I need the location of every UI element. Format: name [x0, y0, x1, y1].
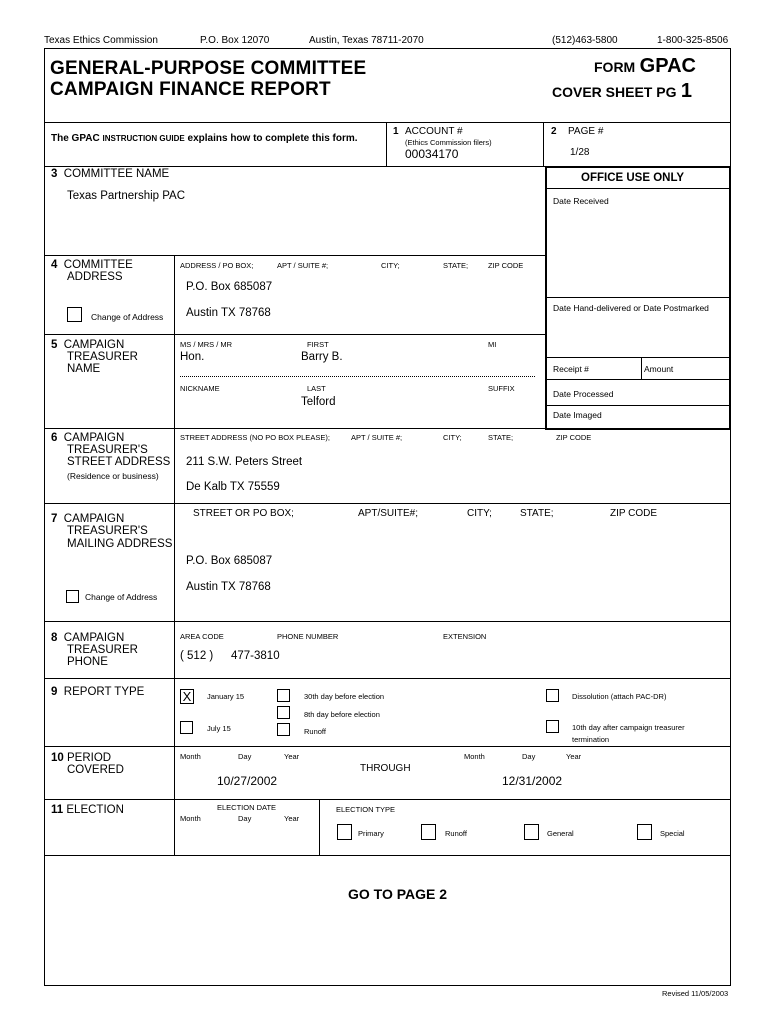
committee-change-of-address-checkbox[interactable] [67, 307, 82, 322]
report-type-10thday-checkbox[interactable] [546, 720, 559, 733]
hdr-state: STATE; [443, 261, 469, 270]
hdr-mi: MI [488, 340, 497, 349]
election-type-hdr: ELECTION TYPE [336, 805, 396, 814]
period-to-year-hdr: Year [566, 752, 582, 761]
election-date-hdr: ELECTION DATE [217, 803, 277, 812]
report-type-30day-checkbox[interactable] [277, 689, 290, 702]
report-type-runoff-label: Runoff [304, 727, 326, 736]
hdr-title: MS / MRS / MR [180, 340, 233, 349]
report-type-dissolution-label: Dissolution (attach PAC-DR) [572, 692, 667, 701]
receipt-number-label: Receipt # [553, 364, 589, 374]
report-type-jul15-checkbox[interactable] [180, 721, 193, 734]
hdr-apt: APT / SUITE #; [277, 261, 329, 270]
date-imaged-label: Date Imaged [553, 410, 602, 420]
treasurer-change-of-address-checkbox[interactable] [66, 590, 79, 603]
hdr-suffix: SUFFIX [488, 384, 515, 393]
agency-city: Austin, Texas 78711-2070 [309, 35, 424, 46]
page-number-value[interactable]: 1/28 [570, 147, 590, 158]
election-day-hdr: Day [238, 814, 252, 823]
report-type-jan15-checkbox[interactable]: X [180, 689, 194, 704]
committee-change-of-address-label: Change of Address [91, 312, 164, 322]
committee-address-label2: ADDRESS [67, 271, 123, 283]
phone-number-value[interactable]: 477-3810 [231, 650, 280, 662]
cover-sheet-label: COVER SHEET PG 1 [552, 80, 693, 102]
treasurer-street-line1[interactable]: 211 S.W. Peters Street [186, 456, 303, 468]
election-month-hdr: Month [180, 814, 201, 823]
committee-name-value[interactable]: Texas Partnership PAC [67, 190, 186, 202]
report-type-10thday-label: 10th day after campaign treasurer [572, 723, 685, 732]
period-covered-label: 10 PERIOD [51, 752, 112, 764]
hdr-state6: STATE; [488, 433, 514, 442]
treasurer-name-label2: TREASURER [67, 351, 138, 363]
hdr-extension: EXTENSION [443, 632, 487, 641]
hdr-city: CITY; [381, 261, 400, 270]
treasurer-street-label: 6 CAMPAIGN [51, 432, 125, 444]
election-primary-label: Primary [358, 829, 384, 838]
report-type-30day-label: 30th day before election [304, 692, 385, 701]
period-through-label: THROUGH [360, 763, 411, 774]
treasurer-street-label2: TREASURER'S [67, 444, 148, 456]
election-special-checkbox[interactable] [637, 824, 652, 840]
period-to-value[interactable]: 12/31/2002 [502, 774, 563, 788]
revised-date: Revised 11/05/2003 [662, 989, 729, 998]
hdr-zip7: ZIP CODE [610, 508, 658, 519]
election-special-label: Special [660, 829, 685, 838]
hdr-street: STREET ADDRESS (NO PO BOX PLEASE); [180, 433, 330, 442]
period-from-year-hdr: Year [284, 752, 300, 761]
hdr-state7: STATE; [520, 508, 554, 519]
committee-name-label: 3 COMMITTEE NAME [51, 168, 170, 180]
treasurer-phone-label3: PHONE [67, 656, 108, 668]
treasurer-street-label3: STREET ADDRESS [67, 456, 171, 468]
page-number-label: PAGE # [568, 126, 604, 137]
hdr-phone-number: PHONE NUMBER [277, 632, 339, 641]
treasurer-name-label3: NAME [67, 363, 101, 375]
period-to-month-hdr: Month [464, 752, 485, 761]
agency-po-box: P.O. Box 12070 [200, 35, 270, 46]
hdr-first: FIRST [307, 340, 329, 349]
agency-phone: (512)463-5800 [552, 35, 618, 46]
period-to-day-hdr: Day [522, 752, 536, 761]
treasurer-first-value[interactable]: Barry B. [301, 351, 343, 363]
election-runoff-checkbox[interactable] [421, 824, 436, 840]
report-type-jan15-label: January 15 [207, 692, 245, 701]
report-type-jul15-label: July 15 [207, 724, 231, 733]
page-number-num: 2 [551, 126, 557, 137]
treasurer-phone-label: 8 CAMPAIGN [51, 632, 125, 644]
instruction-text: The GPAC INSTRUCTION GUIDE explains how to complete this form. [51, 133, 358, 144]
treasurer-title-value[interactable]: Hon. [180, 351, 205, 363]
agency-name: Texas Ethics Commission [44, 35, 158, 46]
period-from-month-hdr: Month [180, 752, 201, 761]
account-number-label: 1 [393, 126, 399, 137]
account-number-value[interactable]: 00034170 [405, 147, 459, 161]
committee-address-label: 4 COMMITTEE [51, 259, 133, 271]
treasurer-mailing-label2: TREASURER'S [67, 525, 148, 537]
hdr-apt6: APT / SUITE #; [351, 433, 403, 442]
election-general-label: General [547, 829, 574, 838]
hdr-zip: ZIP CODE [488, 261, 524, 270]
office-use-title: OFFICE USE ONLY [581, 172, 685, 184]
go-to-page-2: GO TO PAGE 2 [348, 886, 448, 902]
date-hand-delivered-label: Date Hand-delivered or Date Postmarked [553, 303, 709, 313]
election-runoff-label: Runoff [445, 829, 467, 838]
treasurer-street-note: (Residence or business) [67, 471, 159, 481]
committee-address-line1[interactable]: P.O. Box 685087 [186, 281, 273, 293]
report-type-runoff-checkbox[interactable] [277, 723, 290, 736]
hdr-nickname: NICKNAME [180, 384, 220, 393]
phone-area-value[interactable]: ( 512 ) [180, 650, 214, 662]
treasurer-mailing-label3: MAILING ADDRESS [67, 538, 173, 550]
report-type-label: 9 REPORT TYPE [51, 686, 145, 698]
date-processed-label: Date Processed [553, 389, 614, 399]
hdr-street7: STREET OR PO BOX; [193, 508, 294, 519]
hdr-address: ADDRESS / PO BOX; [180, 261, 254, 270]
form-title-line1: GENERAL-PURPOSE COMMITTEE [50, 58, 367, 79]
agency-toll-free: 1-800-325-8506 [657, 35, 729, 46]
form-title-line2: CAMPAIGN FINANCE REPORT [50, 79, 331, 100]
treasurer-street-line2[interactable]: De Kalb TX 75559 [186, 481, 280, 493]
treasurer-change-of-address-label: Change of Address [85, 592, 158, 602]
period-covered-label2: COVERED [67, 764, 124, 776]
election-label: 11 ELECTION [51, 804, 124, 816]
treasurer-last-value[interactable]: Telford [301, 396, 336, 408]
form-id: FORM GPAC [594, 55, 696, 77]
committee-address-line2[interactable]: Austin TX 78768 [186, 307, 271, 319]
treasurer-name-label: 5 CAMPAIGN [51, 339, 125, 351]
report-type-8day-label: 8th day before election [304, 710, 380, 719]
treasurer-mailing-label: 7 CAMPAIGN [51, 513, 125, 525]
date-received-label: Date Received [553, 196, 609, 206]
hdr-apt7: APT/SUITE#; [358, 508, 419, 519]
account-sublabel: (Ethics Commission filers) [405, 138, 492, 147]
election-primary-checkbox[interactable] [337, 824, 352, 840]
treasurer-phone-label2: TREASURER [67, 644, 138, 656]
hdr-city7: CITY; [467, 508, 492, 519]
report-type-10thday-label2: termination [572, 735, 610, 744]
amount-label: Amount [644, 364, 674, 374]
period-from-value[interactable]: 10/27/2002 [217, 774, 278, 788]
hdr-zip6: ZIP CODE [556, 433, 592, 442]
report-type-dissolution-checkbox[interactable] [546, 689, 559, 702]
treasurer-mailing-line1[interactable]: P.O. Box 685087 [186, 555, 273, 567]
report-type-8day-checkbox[interactable] [277, 706, 290, 719]
election-general-checkbox[interactable] [524, 824, 539, 840]
treasurer-mailing-line2[interactable]: Austin TX 78768 [186, 581, 271, 593]
hdr-city6: CITY; [443, 433, 462, 442]
hdr-last: LAST [307, 384, 326, 393]
election-year-hdr: Year [284, 814, 300, 823]
period-from-day-hdr: Day [238, 752, 252, 761]
account-label: ACCOUNT # [405, 126, 463, 137]
hdr-area-code: AREA CODE [180, 632, 224, 641]
